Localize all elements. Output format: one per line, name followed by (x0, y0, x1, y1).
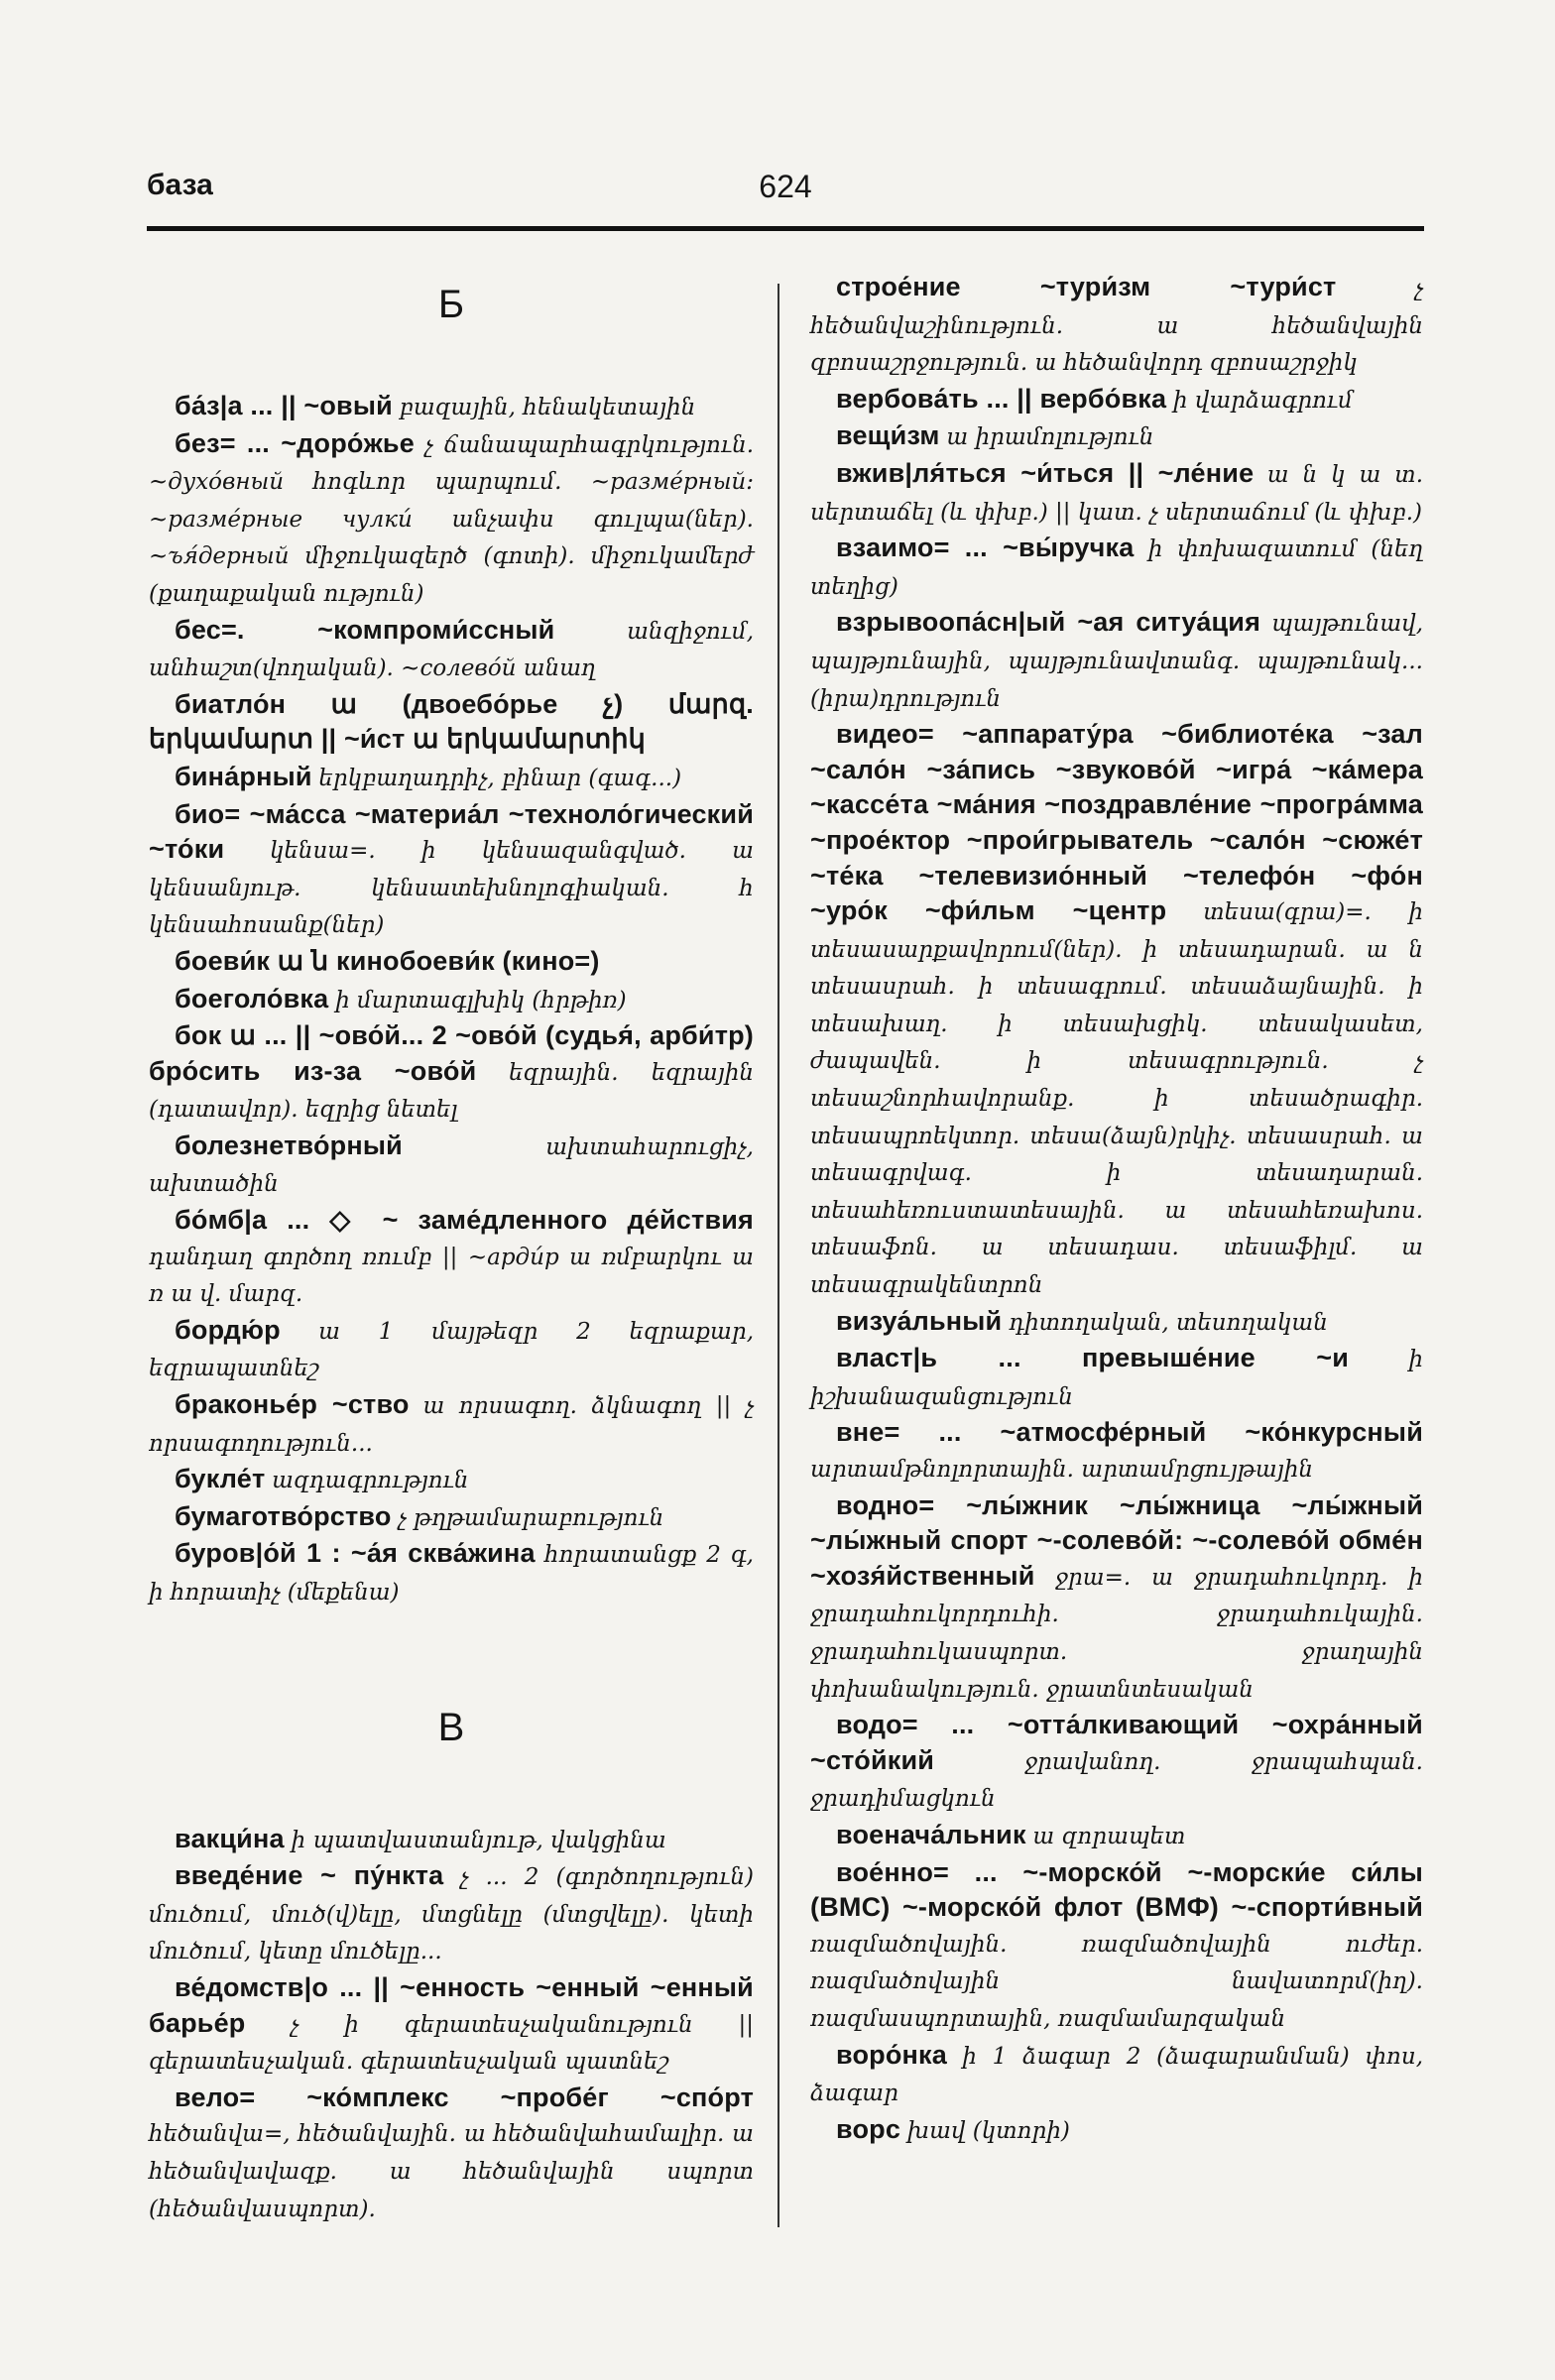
dictionary-entry: боеголо́вка ի մարտագլխիկ (հրթիռ) (175, 983, 627, 1013)
header-rule (147, 226, 1424, 231)
dictionary-entry: вжив|ля́ться ~и́ться || ~ле́ние ա ն կ ա տ. սերտաճել (և փխբ.) || կատ. չ սերտաճում (և փխբ.) (810, 457, 1424, 526)
column-divider (778, 284, 779, 2227)
dictionary-entry: болезнетво́рный ախտահարուցիչ, ախտածին (149, 1130, 754, 1198)
dictionary-entry: бумаготво́рство չ թղթամարաբություն (175, 1500, 664, 1531)
dictionary-entry: без= ... ~доро́жье չ ճանապարհագրկություն. ~духо́вный հոգևոր պարպում. ~разме́рный: ~разме́рные чулки́ անչափս գուլպա(ներ). ~ъя́дерный միջուկազերծ (գոտի). միջուկամերժ (քաղաքական ություն) (149, 427, 755, 607)
right-column (810, 270, 1423, 2149)
section-letter-b: Б (437, 283, 465, 326)
entries-v (149, 1822, 754, 2228)
dictionary-entry: вакци́на ի պատվաստանյութ, վակցինա (175, 1823, 666, 1853)
dictionary-entry: вое́нно= ... ~-морско́й ~-морски́е си́лы (ВМС) ~-морско́й флот (ВМФ) ~-спорти́вный ռազմածովային. ռազմածովային ուժեր. ռազմածովային նավատորմ(իղ). ռազմասպորտային, ռազմամարզական (810, 1856, 1423, 2032)
dictionary-entry: ве́домств|о ... || ~енность ~енный ~енный барье́р չ ի գերատեսչականություն || գերատեսչական. գերատեսչական պատնեշ (149, 1971, 754, 2076)
dictionary-entry: водно= ~лы́жник ~лы́жница ~лы́жный ~лы́жный спорт ~-солево́й: ~-солево́й обме́н ~хозя́йственный ջրա=. ա ջրադահուկորդ. ի ջրադահուկորդուհի. ջրադահուկային. ջրադահուկասպորտ. ջրաղային փոխանակություն. ջրատնտեսական (810, 1489, 1424, 1703)
entries-b (149, 389, 754, 1611)
dictionary-entry: вещи́зм ա իրամոլություն (836, 420, 1154, 451)
dictionary-entry: боеви́к ա ն кинобоеви́к (кино=) (175, 945, 600, 976)
dictionary-entry: видео= ~аппарату́ра ~библиоте́ка ~зал ~сало́н ~за́пись ~звуково́й ~игра́ ~ка́мера ~кассе́та ~ма́ния ~поздравле́ние ~програ́мма ~прое́ктор ~прои́грыватель ~сало́н ~сюже́т ~те́ка ~телевизио́нный ~телефо́н ~фо́н ~уро́к ~фи́льм ~центр տեսա(գրա)=. ի տեսասարքավորում(ներ). ի տեսադարան. ա ն տեսասրահ. ի տեսագրում. տեսաձայնային. ի տեսախաղ. ի տեսախցիկ. տեսակասետ, ժապավեն. ի տեսագրություն. չ տեսաշնորհավորանք. ի տեսածրագիր. տեսապրոեկտոր. տեսա(ձայն)րկիչ. տեսասրահ. ա տեսագրվագ. ի տեսադարան. տեսահեռուստատեսային. ա տեսահեռախոս. տեսաֆոն. ա տեսադաս. տեսաֆիլմ. ա տեսագրակենտրոն (810, 719, 1423, 1299)
dictionary-entry: строе́ние ~тури́зм ~тури́ст չ հեծանվաշինություն. ա հեծանվային զբոսաշրջություն. ա հեծանվորդ զբոսաշրջիկ (810, 272, 1423, 377)
dictionary-entry: введе́ние ~ пу́нкта չ ... 2 (գործողություն) մուծում, մուծ(վ)ելը, մտցնելը (մտցվելը). կետի մուծում, կետը մուծելը... (149, 1860, 754, 1965)
dictionary-entry: вне= ... ~атмосфе́рный ~ко́нкурсный արտամթնոլորտային. արտամրցույթային (810, 1417, 1423, 1483)
dictionary-entry: буров|о́й 1 : ~а́я сква́жина հորատանցք 2 գ, ի հորատիչ (մեքենա) (149, 1538, 754, 1606)
dictionary-entry: бес=. ~компроми́ссный անզիջում, անհաշտ(վողական). ~солево́й անաղ (149, 614, 754, 682)
left-column (149, 270, 754, 2227)
page-number: 624 (759, 169, 812, 204)
dictionary-entry: букле́т ազդագրություն (175, 1464, 469, 1494)
dictionary-entry: биатло́н ա (двоебо́рье չ) մարզ. երկամարտ || ~и́ст ա երկամարտիկ (149, 688, 754, 755)
dictionary-entry: ворс խավ (կտորի) (836, 2113, 1070, 2144)
dictionary-entry: ба́з|а ... || ~овый բազային, հենակետային (175, 391, 696, 420)
page-header (147, 169, 1424, 228)
dictionary-entry: водо= ... ~отта́лкивающий ~охра́нный ~сто́йкий ջրավանող. ջրապահպան. ջրադիմացկուն (810, 1710, 1423, 1813)
dictionary-entry: бо́мб|а ... ◇ ~ заме́дленного де́йствия դանդաղ գործող ռումբ || ~арди́р ա ռմբարկու ա ռ ա վ. մարզ. (149, 1205, 754, 1308)
dictionary-entry: воро́нка ի 1 ձագար 2 (ձագարանման) փոս, ձագար (810, 2039, 1424, 2107)
guide-word: база (147, 169, 213, 201)
dictionary-entry: вело= ~ко́мплекс ~пробе́г ~спо́рт հեծանվա=, հեծանվային. ա հեծանվահամալիր. ա հեծանվավազք. ա հեծանվային սպորտ (հեծանվասպորտ). (149, 2082, 754, 2222)
dictionary-entry: военача́льник ա զորապետ (836, 1819, 1186, 1849)
section-letter-v: В (437, 1705, 465, 1749)
dictionary-entry: бордю́р ա 1 մայթեզր 2 եզրաքար, եզրապատնեշ (149, 1314, 754, 1382)
dictionary-entry: власт|ь ... превыше́ние ~и ի իշխանազանցություն (810, 1343, 1424, 1410)
dictionary-entry: бок ա ... || ~ово́й... 2 ~ово́й (судья́, арби́тр) бро́сить из-за ~ово́й եզրային. եզրային (դատավոր). եզրից նետել (149, 1020, 755, 1124)
dictionary-entry: браконье́р ~ство ա որսագող. ձկնագող || չ որսագողություն... (149, 1389, 755, 1457)
dictionary-entry: био= ~ма́сса ~материа́л ~техноло́гический ~то́ки կենսա=. ի կենսազանգված. ա կենսանյութ. կենսատեխնոլոգիական. հ կենսահոսանք(ներ) (149, 798, 755, 939)
dictionary-entry: взрывоопа́сн|ый ~ая ситуа́ция պայթունավ, պայթյունային, պայթյունավտանգ. պայթունակ... (իրա)դրություն (810, 607, 1424, 712)
dictionary-entry: взаимо= ... ~вы́ручка ի փոխազատում (նեղ տեղից) (810, 533, 1424, 600)
dictionary-entry: бина́рный երկբաղադրիչ, բինար (գագ...) (175, 761, 682, 791)
dictionary-entry: вербова́ть ... || вербо́вка ի վարձագրում (836, 383, 1353, 414)
dictionary-entry: визуа́льный դիտողական, տեսողական (836, 1305, 1328, 1336)
